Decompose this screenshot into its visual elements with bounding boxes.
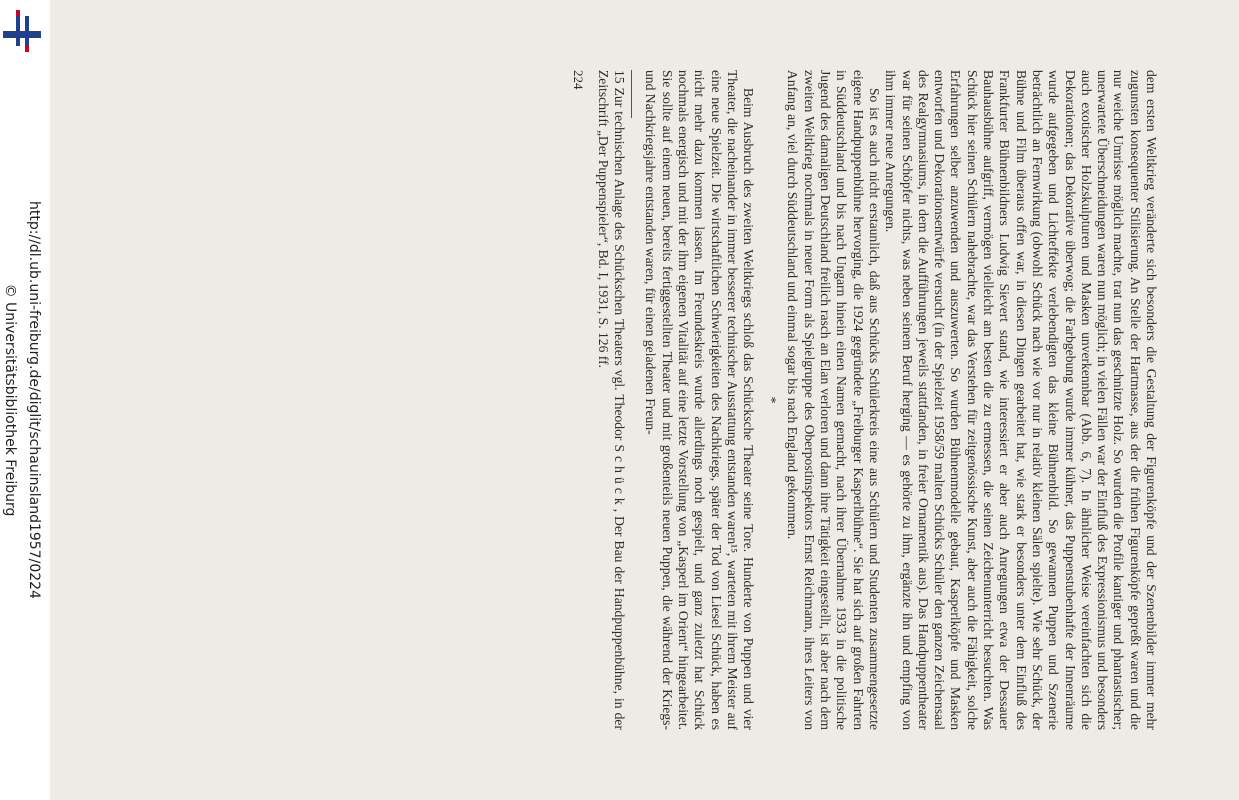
page-number: 224 [571,70,587,90]
source-url[interactable]: http://dl.ub.uni-freiburg.de/diglit/schauinsland1957/0224 [26,201,42,599]
scanned-page [50,0,1239,800]
paragraph-2: So ist es auch nicht erstaunlich, daß aus Schücks Schülerkreis eine aus Schülern und Studenten zusammengesetzte eigene Handpuppenbühne hervorging, die 1924 gegründete „Freiburger Kasperlbühne“. Sie hat sich auf großen Fahrten in Süddeutschland und bis nach Ungarn hinein einen Namen gemacht, nach ihrer Übernahme 1933 in die politische Jugend des damaligen Deutschland freilich rasch an Elan verloren und dann ihre Tätigkeit eingestellt, ist aber nach dem zweiten Weltkrieg nochmals in neuer Form als Spielgruppe des Oberpostinspektors Ernst Reichmann, ihres Leiters von Anfang an, viel durch Süddeutschland und einmal sogar bis nach England gekommen. [785,70,882,730]
copyright-notice: © Universitätsbibliothek Freiburg [2,283,18,517]
section-separator: * [763,396,779,404]
page-content-rotated [50,0,1239,800]
page-text [571,70,1160,730]
footnote-rule [631,70,632,118]
paragraph-1: dem ersten Weltkrieg veränderte sich besonders die Gestaltung der Figurenköpfe und der Szenenbilder immer mehr zugunsten konsequenter Stilisierung. An Stelle der Hartmasse, aus der die frühen Figurenköpfe gepreßt waren und die nur weiche Umrisse möglich machte, trat nun das geschnitzte Holz. So wurden die Profile kantiger und phantastischer; unerwartete Überschneidungen waren nun möglich; in vielen Fällen war der Einfluß des Expressionismus und besonders auch exotischer Holzskulpturen und Masken unverkennbar (Abb. 6, 7). In ähnlicher Weise vereinfachten sich die Dekorationen; das Dekorative überwog; die Farbgebung wurde immer kühner, das Puppenstubenhafte der Innenräume wurde aufgegeben und Lichteffekte verlebendigten das kleine Bühnenbild. So gewannen Puppen und Szenerie beträchtlich an Fernwirkung (obwohl Schück nach wie vor nur in relativ kleinen Sälen spielte). Wie sehr Schück, der Bühne und Film überaus offen war, in diesen Dingen gearbeitet hat, wie stark er besonders unter dem Einfluß des Frankfurter Bühnenbildners Ludwig Sievert stand, wie interessiert er aber auch Anregungen etwa der Dessauer Bauhausbühne aufgriff, vermögen vielleicht am besten die zu ermessen, die seinen Zeichenunterricht besuchten. Was Schück hier seinen Schülern nahebrachte, war das Verstehen für zeitgenössische Kunst, aber auch die Fähigkeit, solche Erfahrungen selber anzuwenden und auszuwerten. So wurden Bühnenmodelle gebaut, Kasperlköpfe und Masken entworfen und Dekorationsentwürfe versucht (in der Spielzeit 1958/59 malten Schücks Schüler den ganzen Zeichensaal des Realgymnasiums, in dem die Aufführungen jeweils stattfanden, in freier Ornamentik aus). Das Handpuppentheater war für seinen Schöpfer nichts, was neben seinem Beruf herging — es gehörte zu ihm, ergänzte ihn und empfing von ihm immer neue Anregungen. [883,70,1159,730]
sidebar [0,0,50,800]
paragraph-3: Beim Ausbruch des zweiten Weltkriegs schloß das Schücksche Theater seine Tore. Hunderte von Puppen und vier Theater, die nacheinander in immer besserer technischer Ausstattung entstanden waren¹⁵, warteten mit ihrem Meister auf eine neue Spielzeit. Die wirtschaftlichen Schwierigkeiten des Nachkriegs, später der Tod von Liesel Schück, haben es nicht mehr dazu kommen lassen. Im Freundeskreis wurde allerdings noch gespielt, und ganz zuletzt hat Schück nochmals energisch und mit der ihm eigenen Vitalität auf eine letzte Vorstellung von „Kasperl im Orient“ hingearbeitet. Sie sollte auf einem neuen, bereits fertiggestellten Theater und mit großenteils neuen Puppen, die während der Kriegs- und Nachkriegsjahre entstanden waren, für einen geladenen Freun- [643,70,757,730]
footnote: 15 Zur technischen Anlage des Schückschen Theaters vgl. Theodor S c h ü c k , Der Bau der Handpuppenbühne, in der Zeitschrift „Der Puppenspieler“, Bd. I, 1931, S. 126 ff. [595,70,628,730]
